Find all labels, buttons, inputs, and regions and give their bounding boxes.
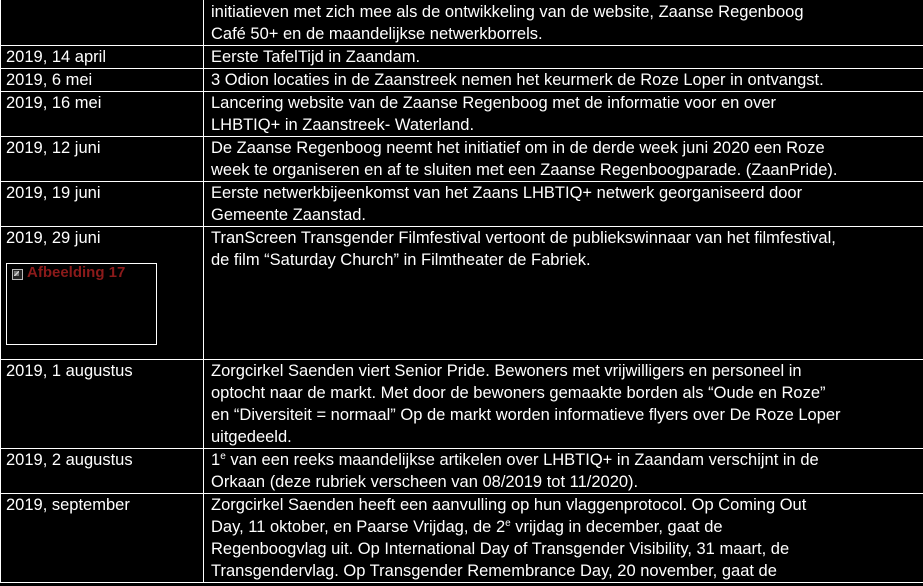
description-line: optocht naar de markt. Met door de bewoners gemaakte borden als “Oude en Roze” — [211, 384, 826, 402]
description-cell — [204, 182, 923, 227]
description-line: Transgendervlag. Op Transgender Remembrance Day, 20 november, gaat de — [211, 562, 777, 580]
table-row — [1, 182, 923, 227]
date-cell — [1, 0, 204, 46]
table-row — [1, 227, 923, 360]
description-cell — [204, 92, 923, 137]
date-cell: 2019, 2 augustus — [1, 449, 204, 494]
table-row — [1, 0, 923, 46]
table-row — [1, 449, 923, 494]
description-line: De Zaanse Regenboog neemt het initiatief om in de derde week juni 2020 een Roze — [211, 139, 825, 157]
description-line: LHBTIQ+ in Zaanstreek- Waterland. — [211, 116, 475, 134]
description-cell — [204, 0, 923, 46]
broken-image — [6, 263, 157, 345]
description-line: week te organiseren en af te sluiten met een Zaanse Regenboogparade. (ZaanPride). — [211, 161, 838, 179]
description-line: Lancering website van de Zaanse Regenboog met de informatie voor en over — [211, 94, 777, 112]
description-cell — [204, 137, 923, 182]
image-alt-text: Afbeelding 17 — [27, 264, 126, 281]
date-cell — [1, 227, 204, 360]
description-line: Regenboogvlag uit. Op International Day of Transgender Visibility, 31 maart, de — [211, 540, 790, 558]
description-line: uitgedeeld. — [211, 428, 292, 446]
date-cell: 2019, 16 mei — [1, 92, 204, 137]
description-text: vrijdag in december, gaat de — [510, 518, 723, 536]
description-line: Gemeente Zaanstad. — [211, 206, 367, 224]
table-row — [1, 92, 923, 137]
table-row — [1, 360, 923, 449]
ordinal-suffix: e — [220, 451, 226, 462]
description-line: Eerste TafelTijd in Zaandam. — [211, 48, 421, 66]
description-line: Eerste netwerkbijeenkomst van het Zaans LHBTIQ+ netwerk georganiseerd door — [211, 184, 803, 202]
description-line: de film “Saturday Church” in Filmtheater de Fabriek. — [211, 251, 591, 269]
description-cell — [204, 494, 923, 583]
date-cell: 2019, 12 juni — [1, 137, 204, 182]
date-cell: 2019, september — [1, 494, 204, 583]
description-line: TranScreen Transgender Filmfestival vertoont de publiekswinnaar van het filmfestival, — [211, 229, 836, 247]
description-line: Zorgcirkel Saenden heeft een aanvulling op hun vlaggenprotocol. Op Coming Out — [211, 496, 807, 514]
date-cell: 2019, 19 juni — [1, 182, 204, 227]
table-row — [1, 69, 923, 92]
description-cell — [204, 449, 923, 494]
date-cell: 2019, 1 augustus — [1, 360, 204, 449]
ordinal-number: 1 — [211, 451, 221, 469]
description-line: 3 Odion locaties in de Zaanstreek nemen het keurmerk de Roze Loper in ontvangst. — [211, 71, 824, 89]
description-text: van een reeks maandelijkse artikelen over LHBTIQ+ in Zaandam verschijnt in de — [225, 451, 819, 469]
table-row — [1, 46, 923, 69]
description-cell — [204, 69, 923, 92]
description-line — [211, 449, 923, 471]
description-text: Day, 11 oktober, en Paarse Vrijdag, de 2 — [211, 518, 506, 536]
broken-image-icon — [12, 269, 23, 280]
description-line: Orkaan (deze rubriek verscheen van 08/2019 tot 11/2020). — [211, 473, 639, 491]
date-cell: 2019, 6 mei — [1, 69, 204, 92]
description-line: Café 50+ en de maandelijkse netwerkborrels. — [211, 25, 543, 43]
ordinal-suffix: e — [505, 518, 511, 529]
description-cell — [204, 227, 923, 360]
description-line: initiatieven met zich mee als de ontwikkeling van de website, Zaanse Regenboog — [211, 3, 804, 21]
description-line: en “Diversiteit = normaal” Op de markt worden informatieve flyers over De Roze Loper — [211, 406, 841, 424]
date-cell: 2019, 14 april — [1, 46, 204, 69]
description-cell — [204, 360, 923, 449]
table-row — [1, 137, 923, 182]
table-row — [1, 494, 923, 583]
description-line: Zorgcirkel Saenden viert Senior Pride. Bewoners met vrijwilligers en personeel in — [211, 362, 802, 380]
date-text: 2019, 29 juni — [6, 229, 101, 247]
description-cell — [204, 46, 923, 69]
description-line — [211, 516, 923, 538]
